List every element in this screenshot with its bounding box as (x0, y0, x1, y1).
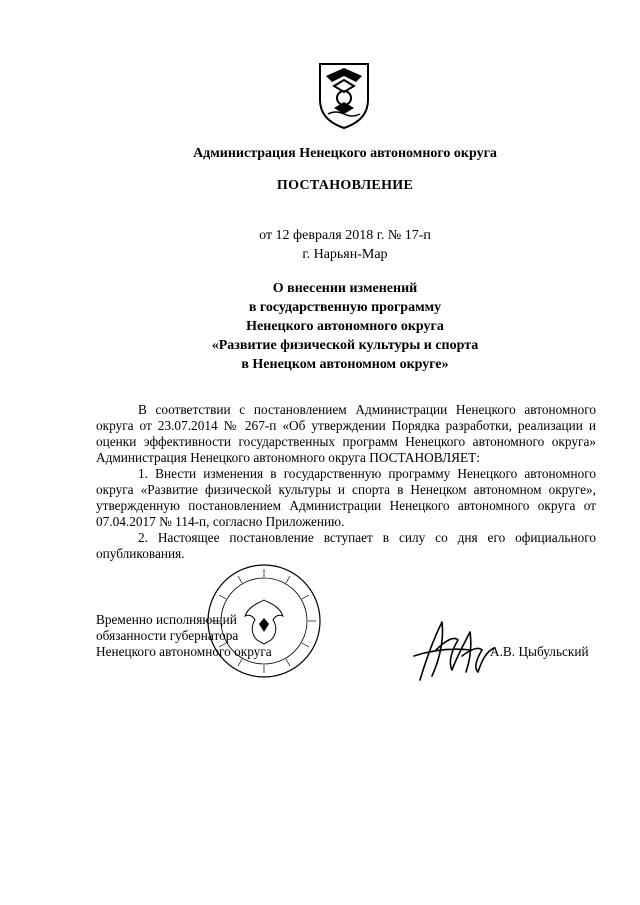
document-subject (100, 279, 590, 374)
signatory-title-line: обязанности губернатора (96, 628, 239, 643)
subject-line: «Развитие физической культуры и спорта (211, 338, 479, 353)
subject-line: О внесении изменений (272, 281, 418, 296)
subject-line: в государственную программу (248, 300, 442, 315)
subject-line: Ненецкого автономного округа (246, 319, 444, 334)
signatory-title-line: Временно исполняющий (96, 612, 237, 627)
document-type: ПОСТАНОВЛЕНИЕ (276, 178, 414, 193)
coat-of-arms-emblem (316, 60, 372, 130)
organization-name: Администрация Ненецкого автономного округа (193, 146, 497, 161)
body-paragraph-item2: 2. Настоящее постановление вступает в силу со дня его официального опубликования. (96, 530, 596, 561)
subject-line: в Ненецком автономном округе» (241, 357, 449, 372)
body-paragraph-intro: В соответствии с постановлением Администрации Ненецкого автономного округа от 23.07.2014 № 267-п «Об утверждении Порядка разработки, реализации и оценки эффективности государственных программ Ненецкого автономного округа» Администрация Ненецкого автономного округа ПОСТАНОВЛЯЕТ: (96, 402, 596, 465)
body-paragraph-item1: 1. Внести изменения в государственную программу Ненецкого автономного округа «Развитие физической культуры и спорта в Ненецком автономном округе», утвержденную постановлением Администрации Ненецкого автономного округа от 07.04.2017 № 114-п, согласно Приложению. (96, 466, 596, 529)
document-date-number: от 12 февраля 2018 г. № 17-п (259, 228, 431, 243)
document-city: г. Нарьян-Мар (302, 247, 388, 262)
document-body (96, 402, 596, 562)
signatory-title-line: Ненецкого автономного округа (96, 644, 272, 659)
signatory-name: А.В. Цыбульский (490, 644, 589, 659)
signatory-block (96, 612, 272, 660)
